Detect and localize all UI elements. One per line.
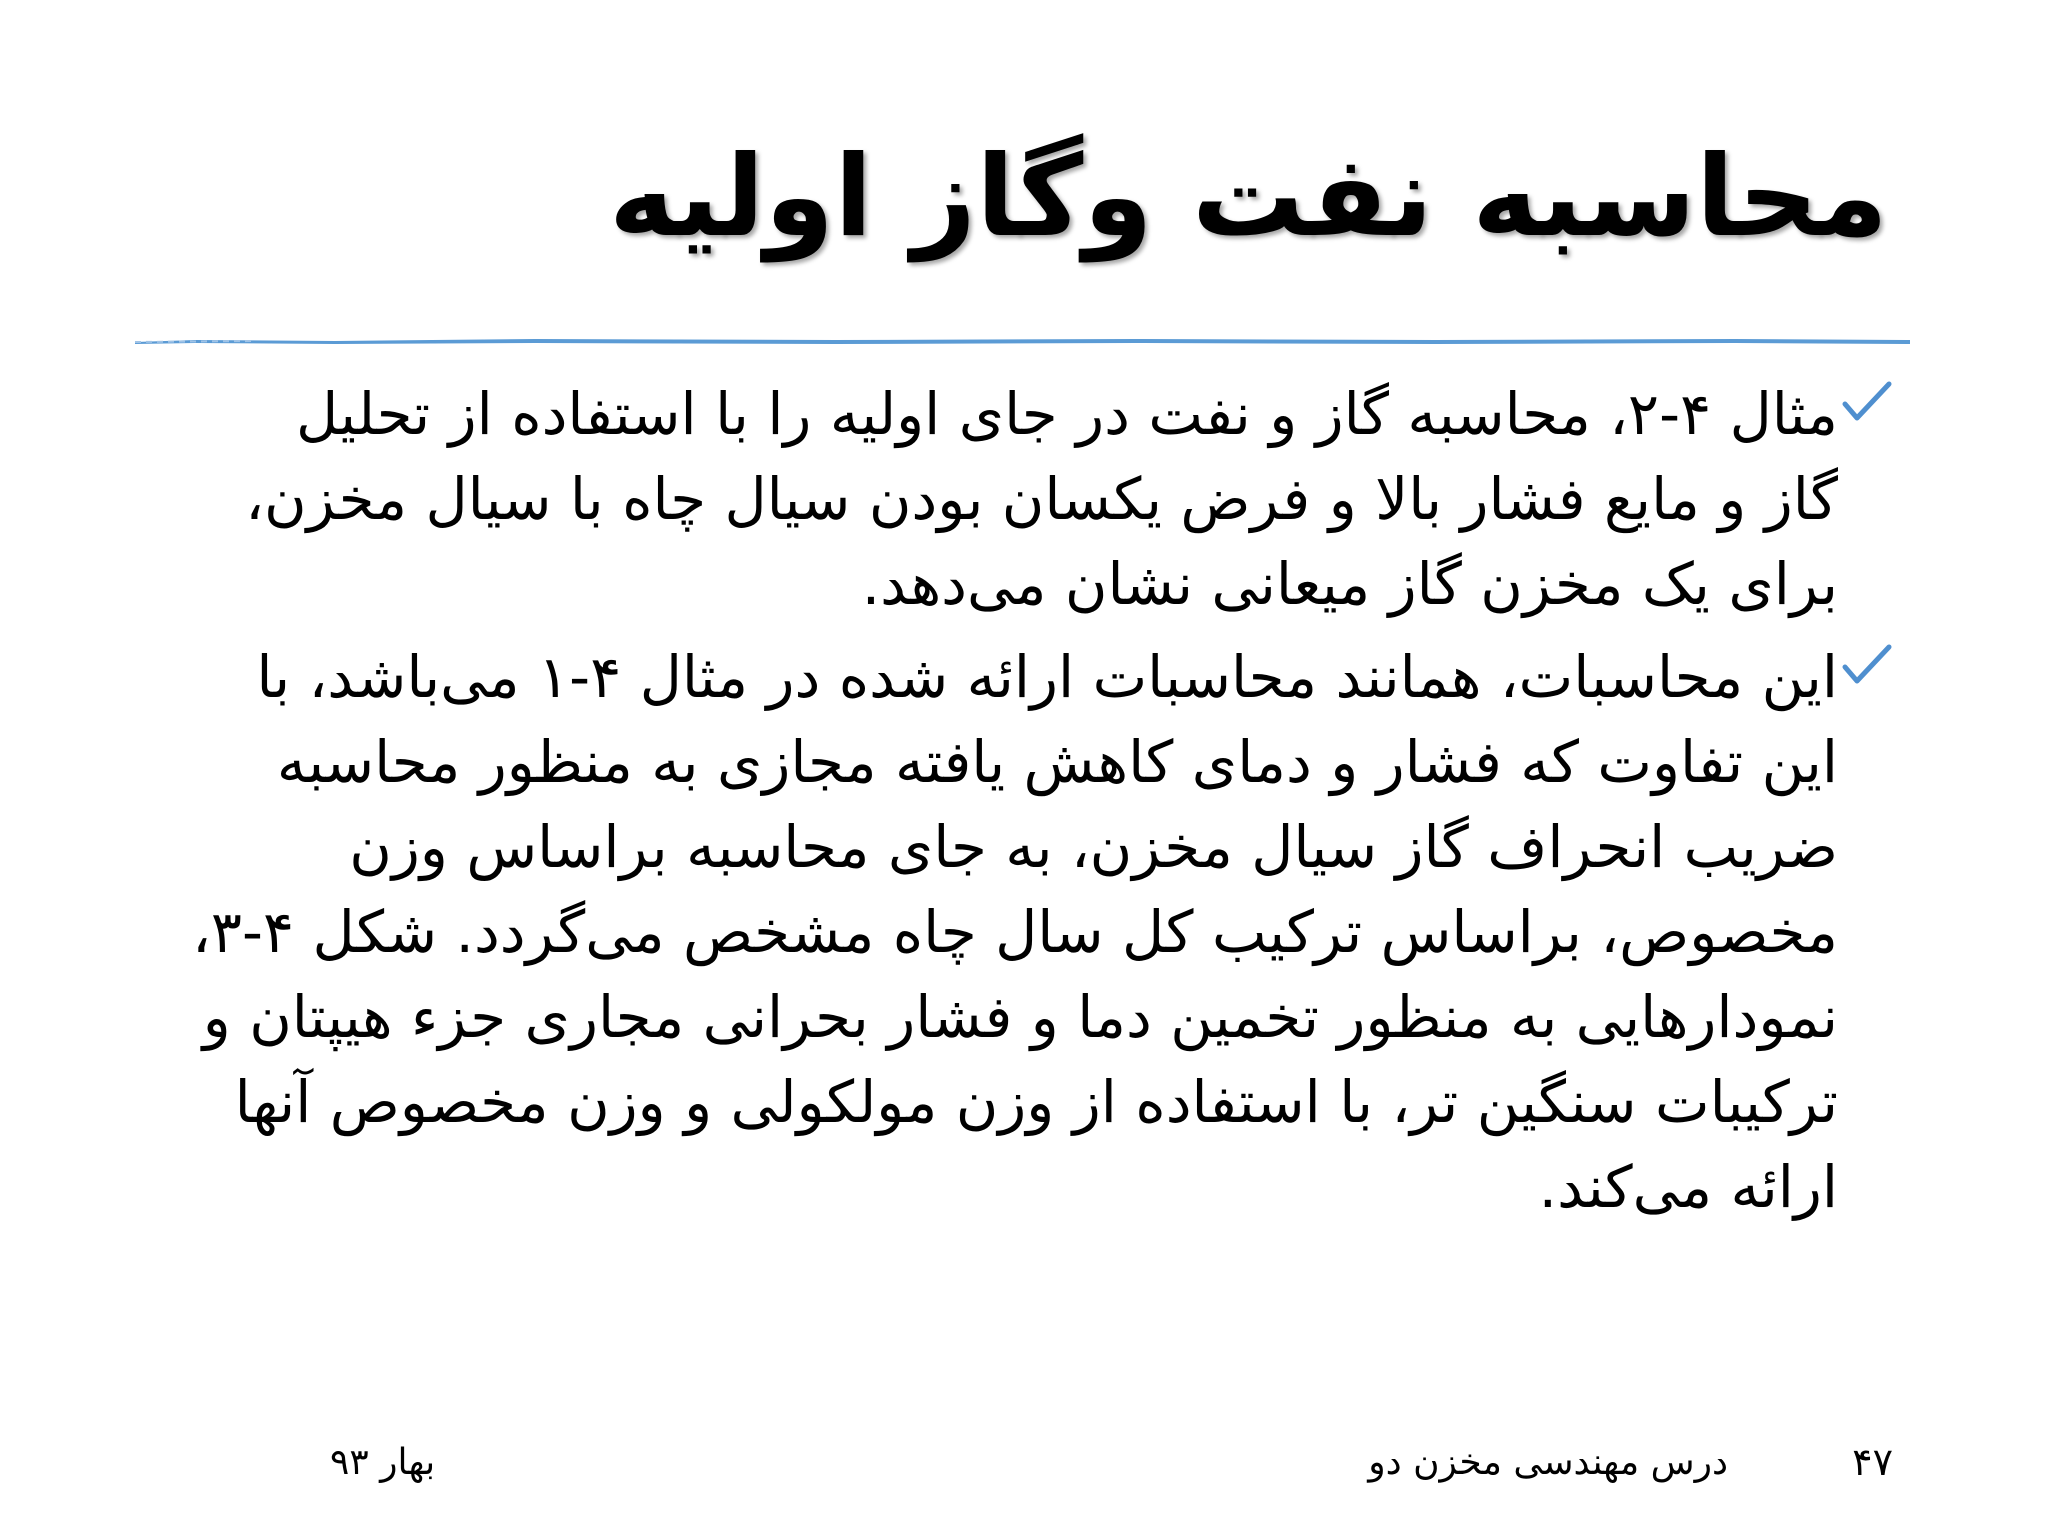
- bullet-item: [173, 635, 1893, 1230]
- term-label: بهار ۹۳: [330, 1442, 436, 1483]
- text-line: برای یک مخزن گاز میعانی نشان می‌دهد.: [861, 550, 1838, 618]
- text-line: این تفاوت که فشار و دمای کاهش یافته مجازی به منظور محاسبه: [276, 728, 1838, 796]
- checkmark-icon: [1841, 641, 1893, 691]
- text-line: گاز و مایع فشار بالا و فرض یکسان بودن سیال چاه با سیال مخزن،: [245, 465, 1838, 533]
- bullet-text: [173, 372, 1838, 627]
- text-line: ترکیبات سنگین تر، با استفاده از وزن مولکولی و وزن مخصوص آنها: [234, 1068, 1838, 1136]
- text-line: مثال ۴-۲، محاسبه گاز و نفت در جای اولیه را با استفاده از تحلیل: [295, 380, 1838, 448]
- title-divider: [135, 333, 1910, 349]
- checkmark-icon: [1841, 378, 1893, 428]
- text-line: این محاسبات، همانند محاسبات ارائه شده در مثال ۴-۱ می‌باشد، با: [256, 643, 1838, 711]
- page-number: ۴۷: [1852, 1440, 1893, 1484]
- slide-title: محاسبه نفت وگاز اولیه: [608, 132, 1888, 262]
- text-line: ضریب انحراف گاز سیال مخزن، به جای محاسبه براساس وزن: [349, 813, 1838, 881]
- course-name: درس مهندسی مخزن دو: [1368, 1442, 1728, 1483]
- bullet-item: [173, 372, 1893, 627]
- bullet-text: [173, 635, 1838, 1230]
- slide-content: [173, 372, 1893, 1238]
- text-line: مخصوص، براساس ترکیب کل سال چاه مشخص می‌گردد. شکل ۴-۳،: [192, 898, 1838, 966]
- text-line: ارائه می‌کند.: [1538, 1153, 1838, 1221]
- text-line: نمودارهایی به منظور تخمین دما و فشار بحرانی مجاری جزء هیپتان و: [202, 983, 1838, 1051]
